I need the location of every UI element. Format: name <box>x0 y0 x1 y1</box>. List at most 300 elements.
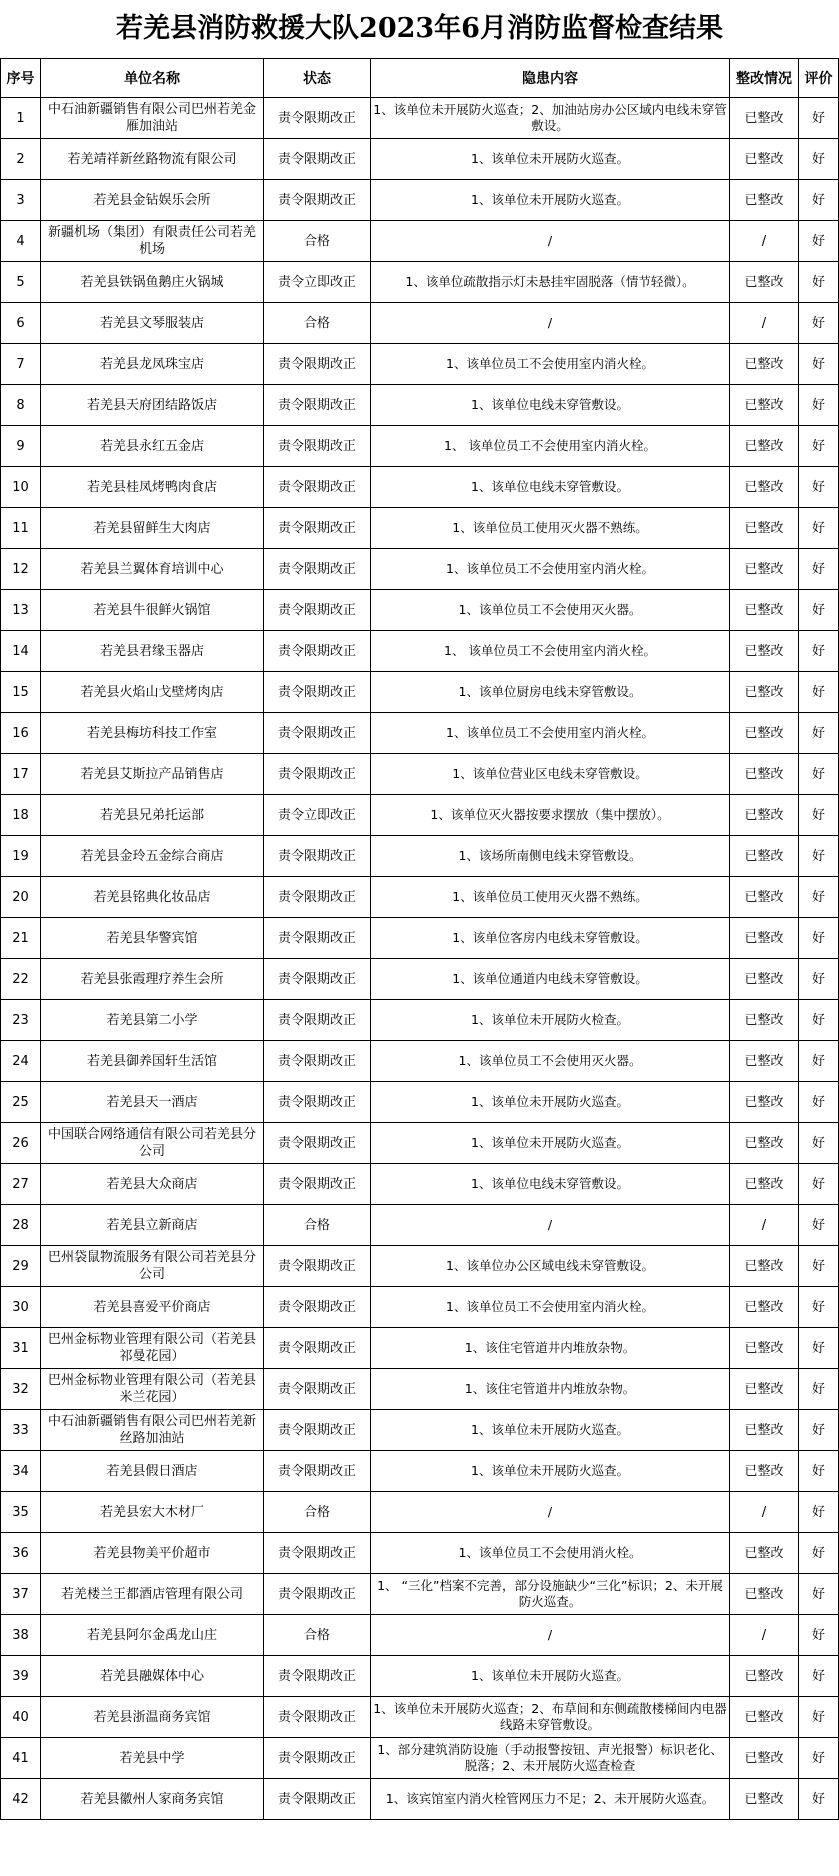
unit-name: 若羌县第二小学 <box>41 1000 264 1041</box>
rating-cell: 好 <box>799 1697 839 1738</box>
status-cell: 责令限期改正 <box>264 754 371 795</box>
fix-status-cell: 已整改 <box>730 549 799 590</box>
row-number: 38 <box>1 1615 41 1656</box>
rating-cell: 好 <box>799 1615 839 1656</box>
rating-cell: 好 <box>799 262 839 303</box>
status-cell: 责令限期改正 <box>264 1369 371 1410</box>
rating-cell: 好 <box>799 303 839 344</box>
row-number: 23 <box>1 1000 41 1041</box>
rating-cell: 好 <box>799 344 839 385</box>
rating-cell: 好 <box>799 590 839 631</box>
issue-cell: 1、该场所南侧电线未穿管敷设。 <box>371 836 730 877</box>
issue-cell: 1、该住宅管道井内堆放杂物。 <box>371 1328 730 1369</box>
row-number: 10 <box>1 467 41 508</box>
table-row <box>1 1738 839 1779</box>
issue-cell: 1、该单位未开展防火巡查。 <box>371 1451 730 1492</box>
status-cell: 责令限期改正 <box>264 549 371 590</box>
status-cell: 责令限期改正 <box>264 631 371 672</box>
table-row <box>1 1164 839 1205</box>
unit-name: 若羌县永红五金店 <box>41 426 264 467</box>
table-row <box>1 221 839 262</box>
fix-status-cell: 已整改 <box>730 1697 799 1738</box>
fix-status-cell: 已整改 <box>730 1410 799 1451</box>
rating-cell: 好 <box>799 1164 839 1205</box>
rating-cell: 好 <box>799 508 839 549</box>
table-row <box>1 754 839 795</box>
status-cell: 责令限期改正 <box>264 139 371 180</box>
issue-cell: 1、该单位电线未穿管敷设。 <box>371 467 730 508</box>
table-row <box>1 180 839 221</box>
issue-cell: 1、该单位未开展防火巡查。 <box>371 1410 730 1451</box>
fix-status-cell: / <box>730 1205 799 1246</box>
unit-name: 新疆机场（集团）有限责任公司若羌机场 <box>41 221 264 262</box>
rating-cell: 好 <box>799 1738 839 1779</box>
rating-cell: 好 <box>799 1041 839 1082</box>
table-row <box>1 1041 839 1082</box>
issue-cell: 1、该单位未开展防火巡查。 <box>371 1082 730 1123</box>
issue-cell: 1、 “三化”档案不完善，部分设施缺少“三化”标识；2、未开展防火巡查。 <box>371 1574 730 1615</box>
status-cell: 责令限期改正 <box>264 344 371 385</box>
unit-name: 巴州袋鼠物流服务有限公司若羌县分公司 <box>41 1246 264 1287</box>
row-number: 36 <box>1 1533 41 1574</box>
unit-name: 若羌县喜爱平价商店 <box>41 1287 264 1328</box>
unit-name: 巴州金标物业管理有限公司（若羌县米兰花园） <box>41 1369 264 1410</box>
row-number: 19 <box>1 836 41 877</box>
rating-cell: 好 <box>799 795 839 836</box>
status-cell: 责令立即改正 <box>264 795 371 836</box>
fix-status-cell: 已整改 <box>730 795 799 836</box>
fix-status-cell: / <box>730 303 799 344</box>
row-number: 25 <box>1 1082 41 1123</box>
status-cell: 责令限期改正 <box>264 836 371 877</box>
unit-name: 若羌县桂凤烤鸭肉食店 <box>41 467 264 508</box>
rating-cell: 好 <box>799 139 839 180</box>
status-cell: 责令限期改正 <box>264 508 371 549</box>
fix-status-cell: 已整改 <box>730 98 799 139</box>
rating-cell: 好 <box>799 1779 839 1820</box>
unit-name: 若羌县龙凤珠宝店 <box>41 344 264 385</box>
row-number: 24 <box>1 1041 41 1082</box>
table-row <box>1 385 839 426</box>
unit-name: 若羌县物美平价超市 <box>41 1533 264 1574</box>
fix-status-cell: 已整改 <box>730 1000 799 1041</box>
fix-status-cell: 已整改 <box>730 1738 799 1779</box>
unit-name: 若羌县君缘玉器店 <box>41 631 264 672</box>
table-row <box>1 1451 839 1492</box>
fix-status-cell: 已整改 <box>730 1779 799 1820</box>
status-cell: 责令限期改正 <box>264 1287 371 1328</box>
row-number: 4 <box>1 221 41 262</box>
unit-name: 若羌县铁锅鱼鹅庄火锅城 <box>41 262 264 303</box>
issue-cell: 1、 该单位员工不会使用室内消火栓。 <box>371 631 730 672</box>
table-row <box>1 262 839 303</box>
table-row <box>1 1697 839 1738</box>
fix-status-cell: 已整改 <box>730 959 799 1000</box>
issue-cell: 1、该单位员工不会使用室内消火栓。 <box>371 1287 730 1328</box>
table-row <box>1 1246 839 1287</box>
fix-status-cell: 已整改 <box>730 262 799 303</box>
table-row <box>1 426 839 467</box>
unit-name: 若羌县牛很鲜火锅馆 <box>41 590 264 631</box>
table-row <box>1 1410 839 1451</box>
status-cell: 责令限期改正 <box>264 1451 371 1492</box>
status-cell: 责令限期改正 <box>264 713 371 754</box>
fix-status-cell: / <box>730 1492 799 1533</box>
status-cell: 责令限期改正 <box>264 1164 371 1205</box>
table-row <box>1 467 839 508</box>
issue-cell: / <box>371 1492 730 1533</box>
rating-cell: 好 <box>799 918 839 959</box>
row-number: 40 <box>1 1697 41 1738</box>
table-row <box>1 1082 839 1123</box>
status-cell: 责令限期改正 <box>264 1574 371 1615</box>
unit-name: 若羌县兄弟托运部 <box>41 795 264 836</box>
issue-cell: 1、该单位厨房电线未穿管敷设。 <box>371 672 730 713</box>
table-row <box>1 98 839 139</box>
unit-name: 若羌县御养国轩生活馆 <box>41 1041 264 1082</box>
unit-name: 中国联合网络通信有限公司若羌县分公司 <box>41 1123 264 1164</box>
issue-cell: 1、该单位通道内电线未穿管敷设。 <box>371 959 730 1000</box>
table-row <box>1 1492 839 1533</box>
status-cell: 责令限期改正 <box>264 1123 371 1164</box>
fix-status-cell: 已整改 <box>730 1656 799 1697</box>
fix-status-cell: 已整改 <box>730 344 799 385</box>
rating-cell: 好 <box>799 467 839 508</box>
fix-status-cell: 已整改 <box>730 1451 799 1492</box>
status-cell: 责令限期改正 <box>264 1246 371 1287</box>
fix-status-cell: 已整改 <box>730 672 799 713</box>
table-row <box>1 959 839 1000</box>
unit-name: 若羌县阿尔金禹龙山庄 <box>41 1615 264 1656</box>
rating-cell: 好 <box>799 1082 839 1123</box>
row-number: 32 <box>1 1369 41 1410</box>
rating-cell: 好 <box>799 631 839 672</box>
rating-cell: 好 <box>799 1574 839 1615</box>
unit-name: 若羌县天一酒店 <box>41 1082 264 1123</box>
issue-cell: 1、该单位员工不会使用灭火器。 <box>371 590 730 631</box>
status-cell: 责令限期改正 <box>264 1410 371 1451</box>
table-row <box>1 549 839 590</box>
fix-status-cell: 已整改 <box>730 1082 799 1123</box>
fix-status-cell: 已整改 <box>730 1287 799 1328</box>
status-cell: 合格 <box>264 1615 371 1656</box>
table-row <box>1 1000 839 1041</box>
rating-cell: 好 <box>799 1123 839 1164</box>
issue-cell: / <box>371 303 730 344</box>
issue-cell: 1、该单位客房内电线未穿管敷设。 <box>371 918 730 959</box>
rating-cell: 好 <box>799 836 839 877</box>
rating-cell: 好 <box>799 1000 839 1041</box>
row-number: 16 <box>1 713 41 754</box>
status-cell: 责令限期改正 <box>264 385 371 426</box>
row-number: 31 <box>1 1328 41 1369</box>
rating-cell: 好 <box>799 426 839 467</box>
rating-cell: 好 <box>799 1492 839 1533</box>
unit-name: 若羌县梅坊科技工作室 <box>41 713 264 754</box>
row-number: 20 <box>1 877 41 918</box>
fix-status-cell: 已整改 <box>730 180 799 221</box>
issue-cell: 1、该单位未开展防火巡查。 <box>371 1123 730 1164</box>
rating-cell: 好 <box>799 877 839 918</box>
issue-cell: 1、该单位电线未穿管敷设。 <box>371 1164 730 1205</box>
row-number: 6 <box>1 303 41 344</box>
table-row <box>1 1287 839 1328</box>
table-row <box>1 1656 839 1697</box>
issue-cell: 1、该单位员工不会使用室内消火栓。 <box>371 713 730 754</box>
unit-name: 若羌县张霞理疗养生会所 <box>41 959 264 1000</box>
unit-name: 若羌县艾斯拉产品销售店 <box>41 754 264 795</box>
issue-cell: 1、该单位员工使用灭火器不熟练。 <box>371 508 730 549</box>
status-cell: 合格 <box>264 221 371 262</box>
status-cell: 责令限期改正 <box>264 467 371 508</box>
row-number: 2 <box>1 139 41 180</box>
row-number: 35 <box>1 1492 41 1533</box>
row-number: 41 <box>1 1738 41 1779</box>
table-row <box>1 590 839 631</box>
unit-name: 若羌县假日酒店 <box>41 1451 264 1492</box>
issue-cell: 1、该单位灭火器按要求摆放（集中摆放）。 <box>371 795 730 836</box>
row-number: 11 <box>1 508 41 549</box>
status-cell: 责令限期改正 <box>264 1000 371 1041</box>
row-number: 7 <box>1 344 41 385</box>
rating-cell: 好 <box>799 549 839 590</box>
unit-name: 若羌县宏大木材厂 <box>41 1492 264 1533</box>
issue-cell: / <box>371 221 730 262</box>
table-row <box>1 672 839 713</box>
row-number: 12 <box>1 549 41 590</box>
rating-cell: 好 <box>799 713 839 754</box>
rating-cell: 好 <box>799 1451 839 1492</box>
status-cell: 责令限期改正 <box>264 1656 371 1697</box>
row-number: 37 <box>1 1574 41 1615</box>
issue-cell: 1、该单位员工不会使用消火栓。 <box>371 1533 730 1574</box>
row-number: 17 <box>1 754 41 795</box>
issue-cell: 1、该单位未开展防火巡查；2、布草间和东侧疏散楼梯间内电器线路未穿管敷设。 <box>371 1697 730 1738</box>
issue-cell: 1、 该单位员工不会使用室内消火栓。 <box>371 426 730 467</box>
rating-cell: 好 <box>799 1533 839 1574</box>
status-cell: 责令限期改正 <box>264 1738 371 1779</box>
status-cell: 责令限期改正 <box>264 672 371 713</box>
rating-cell: 好 <box>799 672 839 713</box>
table-row <box>1 1615 839 1656</box>
issue-cell: 1、部分建筑消防设施（手动报警按钮、声光报警）标识老化、脱落；2、未开展防火巡查检查 <box>371 1738 730 1779</box>
table-row <box>1 508 839 549</box>
rating-cell: 好 <box>799 1246 839 1287</box>
issue-cell: / <box>371 1615 730 1656</box>
issue-cell: 1、该单位未开展防火巡查。 <box>371 139 730 180</box>
header-issue: 隐患内容 <box>371 59 730 98</box>
table-row <box>1 1123 839 1164</box>
inspection-results-table <box>0 58 839 1820</box>
unit-name: 中石油新疆销售有限公司巴州若羌新丝路加油站 <box>41 1410 264 1451</box>
row-number: 15 <box>1 672 41 713</box>
header-rating: 评价 <box>799 59 839 98</box>
table-row <box>1 1205 839 1246</box>
rating-cell: 好 <box>799 1287 839 1328</box>
unit-name: 若羌县立新商店 <box>41 1205 264 1246</box>
table-row <box>1 836 839 877</box>
unit-name: 若羌县金玲五金综合商店 <box>41 836 264 877</box>
fix-status-cell: / <box>730 221 799 262</box>
fix-status-cell: 已整改 <box>730 918 799 959</box>
status-cell: 责令限期改正 <box>264 1328 371 1369</box>
rating-cell: 好 <box>799 1328 839 1369</box>
issue-cell: 1、该单位未开展防火巡查；2、加油站房办公区域内电线未穿管敷设。 <box>371 98 730 139</box>
fix-status-cell: 已整改 <box>730 1246 799 1287</box>
status-cell: 责令限期改正 <box>264 1779 371 1820</box>
unit-name: 若羌县中学 <box>41 1738 264 1779</box>
table-row <box>1 877 839 918</box>
status-cell: 责令限期改正 <box>264 98 371 139</box>
fix-status-cell: 已整改 <box>730 508 799 549</box>
issue-cell: 1、该单位未开展防火巡查。 <box>371 180 730 221</box>
fix-status-cell: 已整改 <box>730 1164 799 1205</box>
table-header-row <box>1 59 839 98</box>
unit-name: 若羌县华警宾馆 <box>41 918 264 959</box>
table-row <box>1 1779 839 1820</box>
issue-cell: 1、该单位未开展防火检查。 <box>371 1000 730 1041</box>
unit-name: 中石油新疆销售有限公司巴州若羌金雁加油站 <box>41 98 264 139</box>
header-no: 序号 <box>1 59 41 98</box>
fix-status-cell: 已整改 <box>730 877 799 918</box>
unit-name: 若羌县留鲜生大肉店 <box>41 508 264 549</box>
fix-status-cell: 已整改 <box>730 1369 799 1410</box>
unit-name: 若羌县火焰山戈壁烤肉店 <box>41 672 264 713</box>
unit-name: 若羌县金钻娱乐会所 <box>41 180 264 221</box>
fix-status-cell: 已整改 <box>730 1123 799 1164</box>
row-number: 27 <box>1 1164 41 1205</box>
status-cell: 责令限期改正 <box>264 959 371 1000</box>
unit-name: 若羌县天府团结路饭店 <box>41 385 264 426</box>
row-number: 30 <box>1 1287 41 1328</box>
unit-name: 若羌县铭典化妆品店 <box>41 877 264 918</box>
status-cell: 责令限期改正 <box>264 590 371 631</box>
status-cell: 责令立即改正 <box>264 262 371 303</box>
rating-cell: 好 <box>799 1369 839 1410</box>
issue-cell: / <box>371 1205 730 1246</box>
rating-cell: 好 <box>799 1656 839 1697</box>
row-number: 26 <box>1 1123 41 1164</box>
table-body <box>1 98 839 1820</box>
table-row <box>1 1574 839 1615</box>
document-title: 若羌县消防救援大队2023年6月消防监督检查结果 <box>116 13 723 44</box>
rating-cell: 好 <box>799 959 839 1000</box>
table-row <box>1 1533 839 1574</box>
unit-name: 若羌县浙温商务宾馆 <box>41 1697 264 1738</box>
fix-status-cell: 已整改 <box>730 1041 799 1082</box>
unit-name: 若羌县兰翼体育培训中心 <box>41 549 264 590</box>
fix-status-cell: 已整改 <box>730 713 799 754</box>
rating-cell: 好 <box>799 1410 839 1451</box>
status-cell: 责令限期改正 <box>264 426 371 467</box>
table-row <box>1 1328 839 1369</box>
issue-cell: 1、该单位办公区域电线未穿管敷设。 <box>371 1246 730 1287</box>
issue-cell: 1、该单位员工不会使用灭火器。 <box>371 1041 730 1082</box>
table-row <box>1 303 839 344</box>
status-cell: 责令限期改正 <box>264 1082 371 1123</box>
status-cell: 合格 <box>264 303 371 344</box>
header-status: 状态 <box>264 59 371 98</box>
row-number: 13 <box>1 590 41 631</box>
issue-cell: 1、该单位员工不会使用室内消火栓。 <box>371 549 730 590</box>
unit-name: 若羌楼兰王都酒店管理有限公司 <box>41 1574 264 1615</box>
issue-cell: 1、该单位员工使用灭火器不熟练。 <box>371 877 730 918</box>
header-fix: 整改情况 <box>730 59 799 98</box>
issue-cell: 1、该单位电线未穿管敷设。 <box>371 385 730 426</box>
issue-cell: 1、该住宅管道井内堆放杂物。 <box>371 1369 730 1410</box>
status-cell: 责令限期改正 <box>264 877 371 918</box>
rating-cell: 好 <box>799 221 839 262</box>
table-row <box>1 918 839 959</box>
table-row <box>1 631 839 672</box>
table-row <box>1 344 839 385</box>
table-row <box>1 139 839 180</box>
row-number: 29 <box>1 1246 41 1287</box>
rating-cell: 好 <box>799 754 839 795</box>
row-number: 34 <box>1 1451 41 1492</box>
row-number: 3 <box>1 180 41 221</box>
unit-name: 若羌县大众商店 <box>41 1164 264 1205</box>
fix-status-cell: / <box>730 1615 799 1656</box>
status-cell: 责令限期改正 <box>264 918 371 959</box>
fix-status-cell: 已整改 <box>730 1533 799 1574</box>
row-number: 33 <box>1 1410 41 1451</box>
header-unit: 单位名称 <box>41 59 264 98</box>
status-cell: 合格 <box>264 1492 371 1533</box>
row-number: 21 <box>1 918 41 959</box>
fix-status-cell: 已整改 <box>730 426 799 467</box>
table-row <box>1 795 839 836</box>
issue-cell: 1、该单位未开展防火巡查。 <box>371 1656 730 1697</box>
fix-status-cell: 已整改 <box>730 754 799 795</box>
row-number: 8 <box>1 385 41 426</box>
row-number: 5 <box>1 262 41 303</box>
fix-status-cell: 已整改 <box>730 631 799 672</box>
rating-cell: 好 <box>799 385 839 426</box>
row-number: 9 <box>1 426 41 467</box>
row-number: 22 <box>1 959 41 1000</box>
fix-status-cell: 已整改 <box>730 836 799 877</box>
rating-cell: 好 <box>799 180 839 221</box>
unit-name: 若羌县文琴服装店 <box>41 303 264 344</box>
unit-name: 若羌靖祥新丝路物流有限公司 <box>41 139 264 180</box>
fix-status-cell: 已整改 <box>730 385 799 426</box>
unit-name: 若羌县融媒体中心 <box>41 1656 264 1697</box>
rating-cell: 好 <box>799 1205 839 1246</box>
status-cell: 责令限期改正 <box>264 1041 371 1082</box>
fix-status-cell: 已整改 <box>730 1574 799 1615</box>
table-row <box>1 1369 839 1410</box>
table-row <box>1 713 839 754</box>
row-number: 18 <box>1 795 41 836</box>
issue-cell: 1、该宾馆室内消火栓管网压力不足；2、未开展防火巡查。 <box>371 1779 730 1820</box>
row-number: 14 <box>1 631 41 672</box>
fix-status-cell: 已整改 <box>730 139 799 180</box>
status-cell: 责令限期改正 <box>264 180 371 221</box>
rating-cell: 好 <box>799 98 839 139</box>
row-number: 1 <box>1 98 41 139</box>
status-cell: 合格 <box>264 1205 371 1246</box>
row-number: 28 <box>1 1205 41 1246</box>
issue-cell: 1、该单位员工不会使用室内消火栓。 <box>371 344 730 385</box>
unit-name: 巴州金标物业管理有限公司（若羌县祁曼花园） <box>41 1328 264 1369</box>
issue-cell: 1、该单位疏散指示灯未悬挂牢固脱落（情节轻微）。 <box>371 262 730 303</box>
row-number: 42 <box>1 1779 41 1820</box>
status-cell: 责令限期改正 <box>264 1533 371 1574</box>
issue-cell: 1、该单位营业区电线未穿管敷设。 <box>371 754 730 795</box>
unit-name: 若羌县徽州人家商务宾馆 <box>41 1779 264 1820</box>
fix-status-cell: 已整改 <box>730 1328 799 1369</box>
